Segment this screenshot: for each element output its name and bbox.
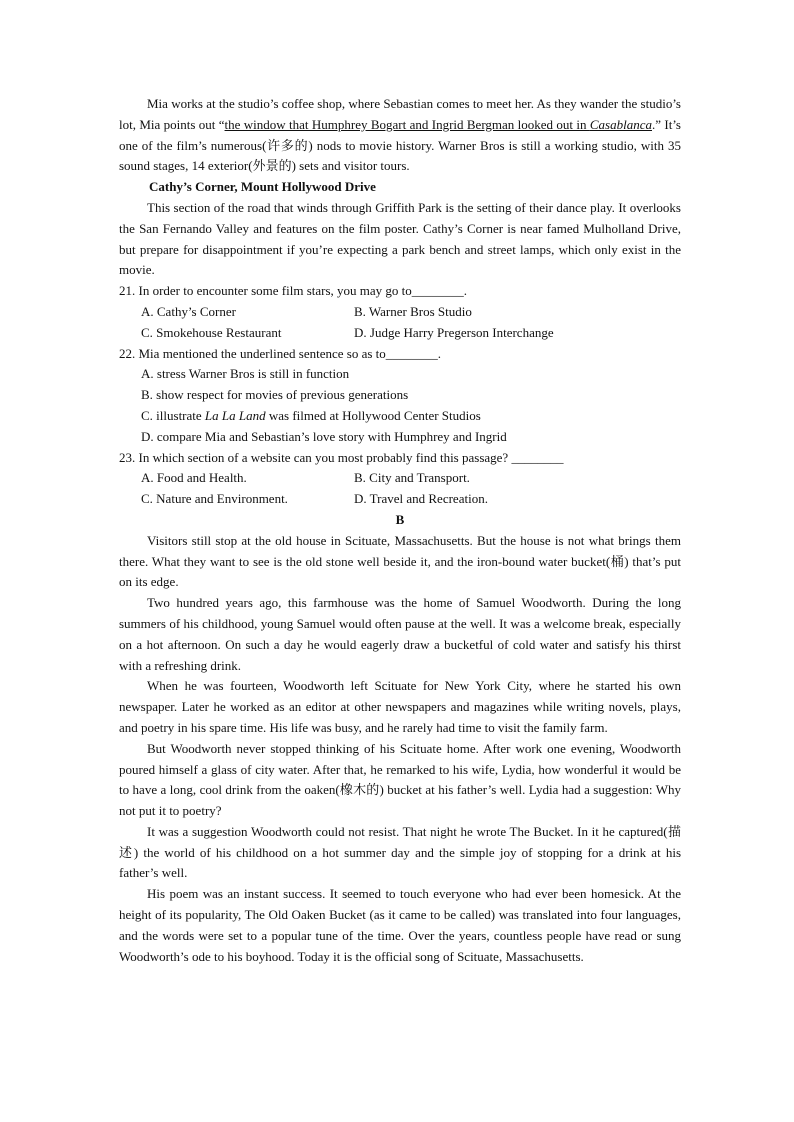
option-b: B. Warner Bros Studio xyxy=(354,303,472,319)
option-d: D. Travel and Recreation. xyxy=(354,491,488,507)
paragraph: Two hundred years ago, this farmhouse was the home of Samuel Woodworth. During the long summers of his childhood, young Samuel would often pause at the well. It was a welcome break, especially on a hot afternoon. On such a day he would eagerly draw a bucketful of cold water and satisfy his thirst with a refreshing drink. xyxy=(119,595,681,673)
film-title-italic: Casablanca xyxy=(589,116,652,132)
question-23-options-row-1 xyxy=(141,468,681,489)
question-22-stem: 22. Mia mentioned the underlined sentence so as to________. xyxy=(119,345,442,361)
paragraph-text: .” It’s one of the film’s numerous(许多的) nods to movie history. Warner Bros is still a working studio, with 35 sound stages, 14 exterior(外景的) sets and visitor tours. xyxy=(119,116,681,174)
paragraph: It was a suggestion Woodworth could not resist. That night he wrote The Bucket. In it he captured(描述) the world of his childhood on a hot summer day and the simple joy of stopping for a drink at his father’s well. xyxy=(119,823,681,881)
underlined-sentence xyxy=(225,117,652,132)
option-c: C. Smokehouse Restaurant xyxy=(141,324,282,340)
paragraph-warner-bros xyxy=(119,94,681,177)
paragraph: His poem was an instant success. It seemed to touch everyone who had ever been homesick. At the height of its popularity, The Old Oaken Bucket (as it came to be called) was translated into four languages, and the words were set to a popular tune of the time. Over the years, countless people have read or sung Woodworth’s ode to his boyhood. Today it is the official song of Scituate, Massachusetts. xyxy=(119,886,681,964)
paragraph-text: Mia works at the studio’s coffee shop, where Sebastian comes to meet her. As they wander the studio’s lot, Mia points out “ xyxy=(119,96,681,132)
option-a: A. stress Warner Bros is still in function xyxy=(141,366,350,382)
section-heading: Cathy’s Corner, Mount Hollywood Drive xyxy=(149,179,376,195)
question-23-options-row-2 xyxy=(141,489,681,510)
option-b: B. show respect for movies of previous generations xyxy=(141,387,409,403)
question-21-options-row-2 xyxy=(141,323,681,344)
underlined-text: the window that Humphrey Bogart and Ingrid Bergman looked out in xyxy=(224,116,590,132)
question-21-stem: 21. In order to encounter some film stars, you may go to________. xyxy=(119,283,468,299)
option-d: D. Judge Harry Pregerson Interchange xyxy=(354,324,554,340)
option-d: D. compare Mia and Sebastian’s love story with Humphrey and Ingrid xyxy=(141,428,507,444)
option-b: B. City and Transport. xyxy=(354,470,470,486)
option-c xyxy=(141,406,681,427)
section-b-label: B xyxy=(395,511,405,527)
option-text: was filmed at Hollywood Center Studios xyxy=(265,407,481,423)
option-a: A. Food and Health. xyxy=(141,470,247,486)
option-text: C. illustrate xyxy=(141,407,205,423)
paragraph-cathys-corner: This section of the road that winds through Griffith Park is the setting of their dance play. It overlooks the San Fernando Valley and features on the film poster. Cathy’s Corner is near famed Mulholland Drive, but prepare for disappointment if you’re expecting a park bench and street lamps, which only exist in the movie. xyxy=(119,199,681,278)
film-title-italic: La La Land xyxy=(204,407,266,423)
question-21-options-row-1 xyxy=(141,302,681,323)
question-23-stem: 23. In which section of a website can you most probably find this passage? ________ xyxy=(119,449,564,465)
option-a: A. Cathy’s Corner xyxy=(141,303,236,319)
exam-page xyxy=(119,94,681,967)
paragraph: Visitors still stop at the old house in Scituate, Massachusetts. But the house is not what brings them there. What they want to see is the old stone well beside it, and the iron-bound water bucket(桶) that’s put on its edge. xyxy=(119,532,681,590)
paragraph: When he was fourteen, Woodworth left Scituate for New York City, where he started his own newspaper. Later he worked as an editor at other newspapers and magazines while writing novels, plays, and poetry in his spare time. His life was busy, and he rarely had time to visit the family farm. xyxy=(119,678,681,735)
option-c: C. Nature and Environment. xyxy=(141,491,288,507)
paragraph: But Woodworth never stopped thinking of his Scituate home. After work one evening, Woodworth poured himself a glass of city water. After that, he remarked to his wife, Lydia, how wonderful it would be to have a long, cool drink from the oaken(橡木的) bucket at his father’s well. Lydia had a suggestion: Why not put it to poetry? xyxy=(119,740,681,819)
